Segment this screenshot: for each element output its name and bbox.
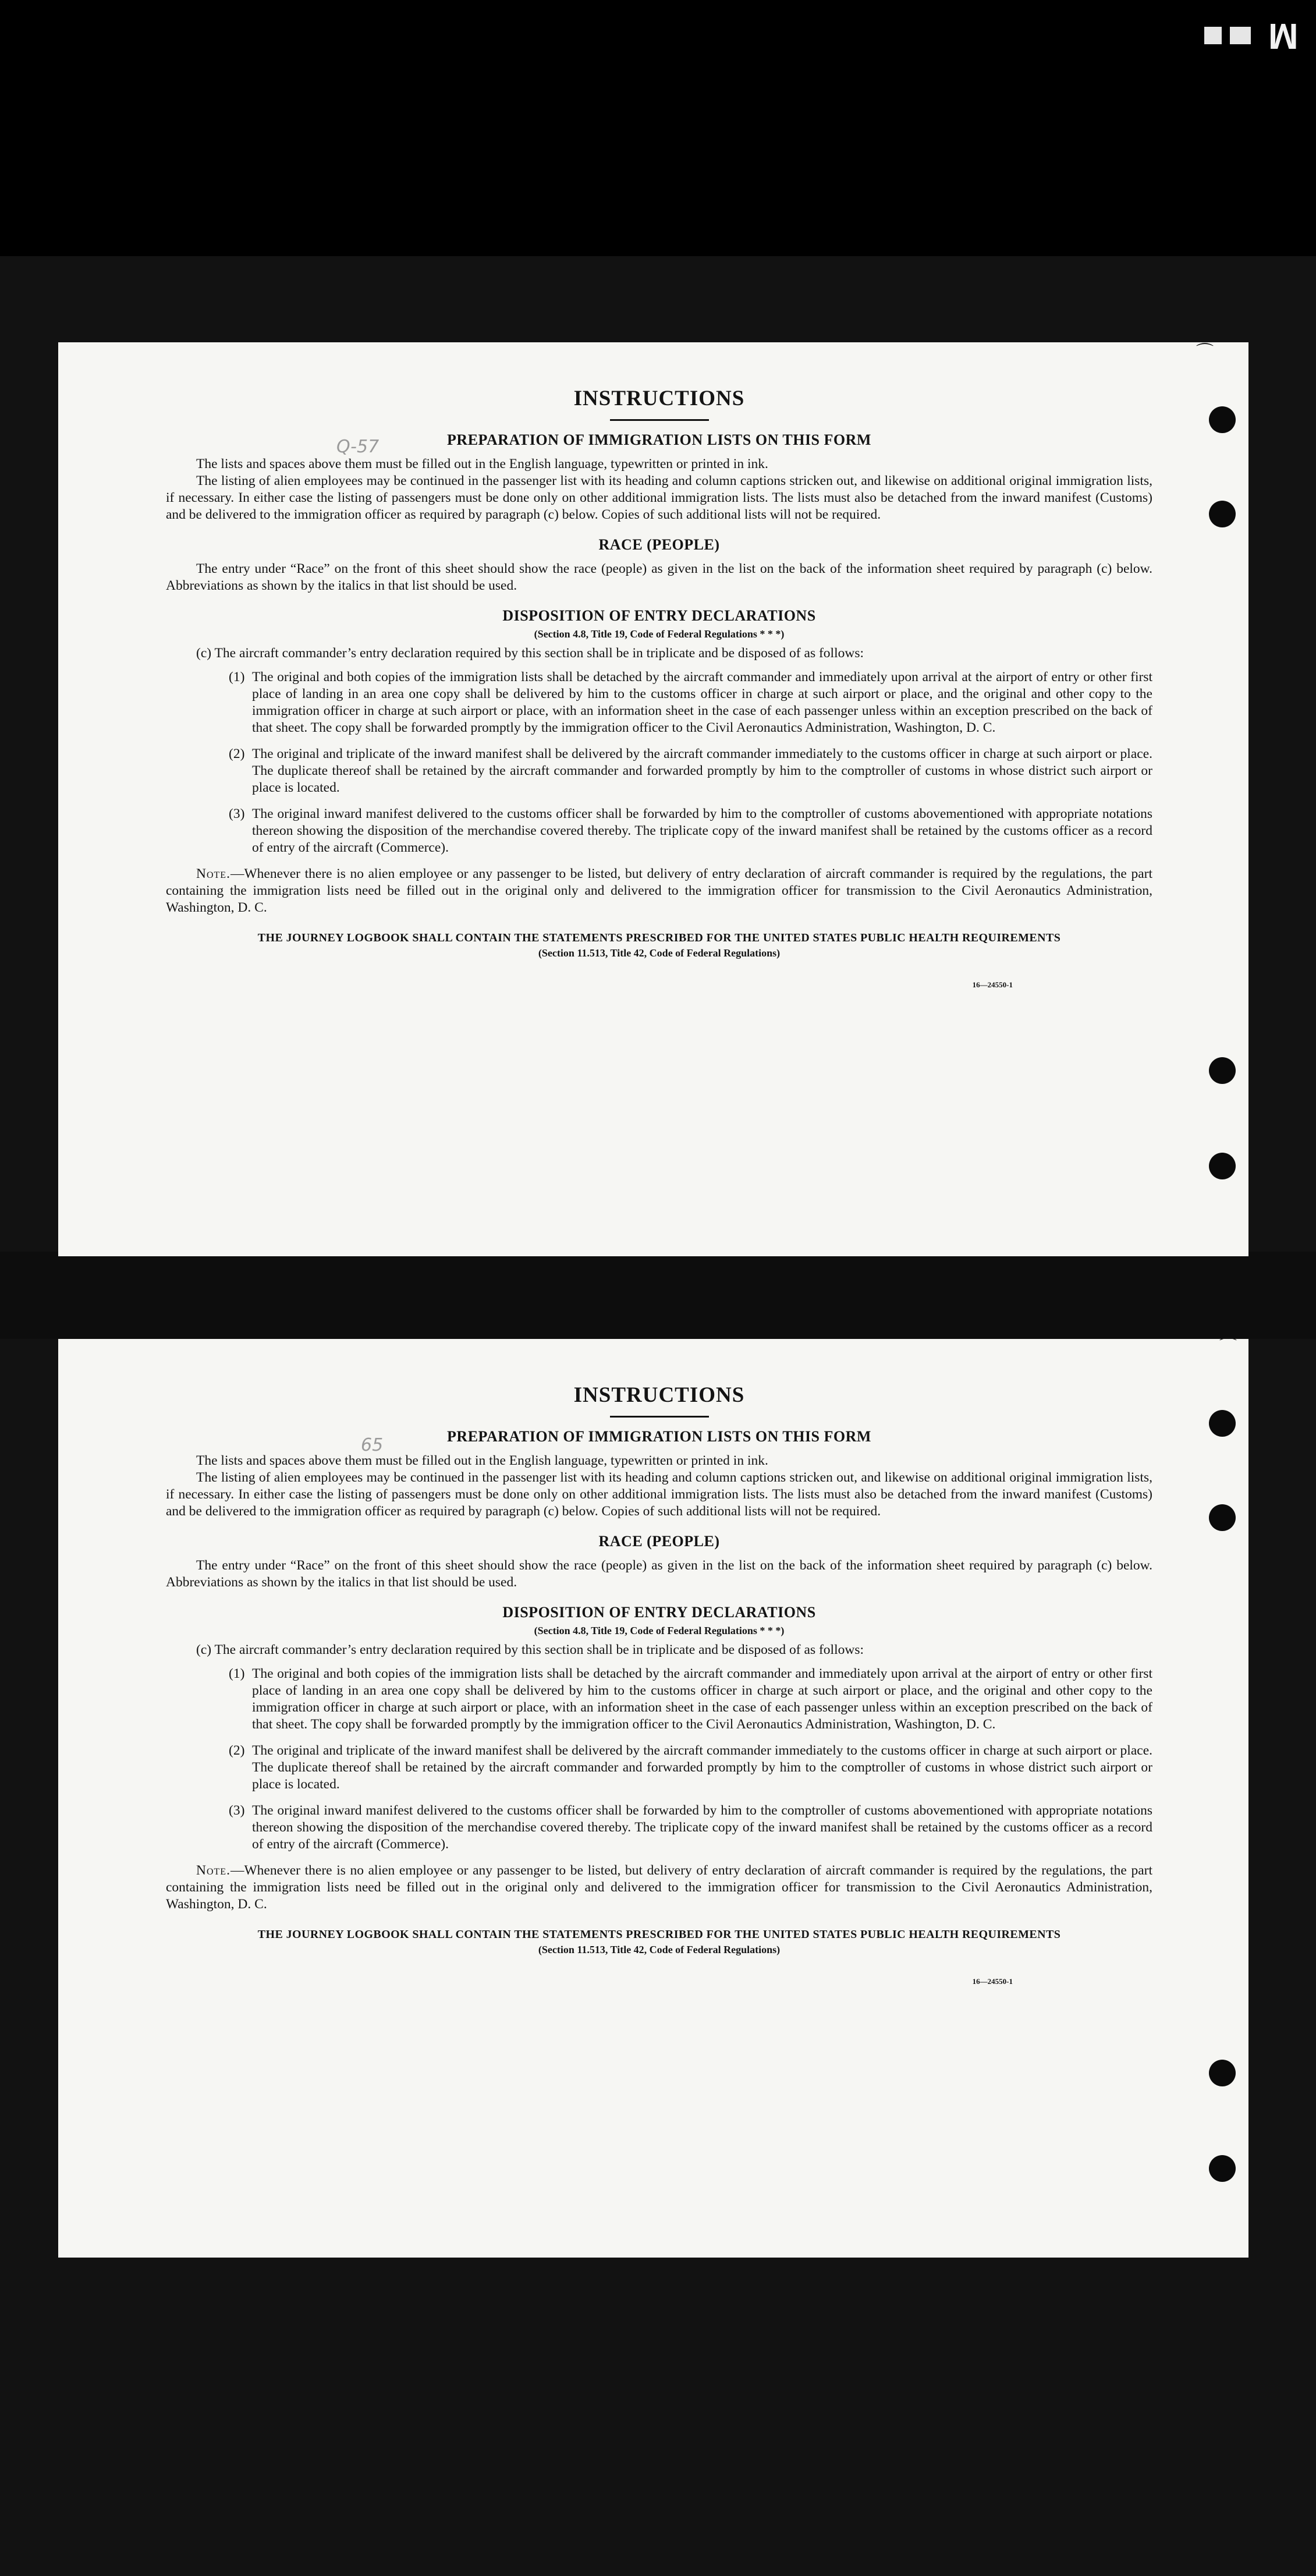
list-item-text: The original inward manifest delivered to the customs officer shall be forwarded by him to the comptroller of customs abovementioned with appropriate notations thereon showing the disposition of the merchandise covered thereby. The triplicate copy of the inward manifest shall be retained by the customs officer as a record of entry of the aircraft (Commerce).	[252, 1803, 1152, 1852]
journey-logbook-notice: THE JOURNEY LOGBOOK SHALL CONTAIN THE STATEMENTS PRESCRIBED FOR THE UNITED STATES PUBLIC HEALTH REQUIREMENTS	[257, 1928, 1061, 1941]
punch-hole	[1209, 1057, 1236, 1084]
frame-marker-block	[1230, 27, 1251, 44]
note-paragraph	[166, 1862, 1152, 1913]
form-number: 16—24550-1	[972, 1977, 1013, 1986]
note-text: —Whenever there is no alien employee or any passenger to be listed, but delivery of entry declaration of aircraft commander is required by the regulations, the part containing the immigration lists need be filled out in the original only and delivered to the immigration officer for transmission to the Civil Aeronautics Administration, Washington, D. C.	[166, 866, 1152, 915]
punch-hole	[1209, 1504, 1236, 1531]
punch-hole	[1209, 2060, 1236, 2086]
note-text: —Whenever there is no alien employee or any passenger to be listed, but delivery of entry declaration of aircraft commander is required by the regulations, the part containing the immigration lists need be filled out in the original only and delivered to the immigration officer for transmission to the Civil Aeronautics Administration, Washington, D. C.	[166, 1863, 1152, 1912]
paragraph: The listing of alien employees may be continued in the passenger list with its heading and column captions stricken out, and likewise on additional original immigration lists, if necessary. In either case the listing of passengers must be done only on other additional immigration lists. The lists must also be detached from the inward manifest (Customs) and be delivered to the immigration officer as required by paragraph (c) below. Copies of such additional lists will not be required.	[166, 473, 1152, 522]
paragraph: The lists and spaces above them must be filled out in the English language, typewritten or printed in ink.	[196, 456, 768, 472]
list-item-number: (3)	[229, 806, 245, 821]
journey-citation: (Section 11.513, Title 42, Code of Federal Regulations)	[538, 1944, 781, 1955]
list-item-text: The original and triplicate of the inward manifest shall be delivered by the aircraft commander immediately to the customs officer in charge at such airport or place. The duplicate thereof shall be retained by the aircraft commander and forwarded promptly by him to the comptroller of customs in whose district such airport or place is located.	[252, 1743, 1152, 1792]
punch-hole	[1209, 2155, 1236, 2182]
paragraph-lead: (c) The aircraft commander’s entry declaration required by this section shall be in triplicate and be disposed of as follows:	[196, 646, 864, 661]
list-item-number: (2)	[229, 1743, 245, 1758]
film-leader-top	[0, 0, 1316, 256]
list-item-text: The original and both copies of the immigration lists shall be detached by the aircraft commander and immediately upon arrival at the airport of entry or other first place of landing in an area one copy shall be delivered by him to the customs officer in charge at such airport or place, and the original and other copy to the immigration officer in charge at such airport or place, with an information sheet in the case of each passenger unless within an exception prescribed on the back of that sheet. The copy shall be forwarded promptly by the immigration officer to the Civil Aeronautics Administration, Washington, D. C.	[252, 669, 1152, 735]
list-item-text: The original and both copies of the immigration lists shall be detached by the aircraft commander and immediately upon arrival at the airport of entry or other first place of landing in an area one copy shall be delivered by him to the customs officer in charge at such airport or place, and the original and other copy to the immigration officer in charge at such airport or place, with an information sheet in the case of each passenger unless within an exception prescribed on the back of that sheet. The copy shall be forwarded promptly by the immigration officer to the Civil Aeronautics Administration, Washington, D. C.	[252, 1666, 1152, 1732]
pencil-annotation: Q-57	[336, 437, 379, 457]
section-heading-race: RACE (PEOPLE)	[598, 536, 720, 553]
torn-corner-mark: ⌒	[1219, 1337, 1237, 1357]
section-heading-disposition: DISPOSITION OF ENTRY DECLARATIONS	[502, 1604, 816, 1621]
paragraph: The entry under “Race” on the front of this sheet should show the race (people) as given in the list on the back of the information sheet required by paragraph (c) below. Abbreviations as shown by the italics in that list should be used.	[166, 1558, 1152, 1590]
pencil-annotation: 65	[361, 1435, 384, 1455]
list-item	[229, 1802, 1152, 1853]
punch-hole	[1209, 1410, 1236, 1437]
section-citation: (Section 4.8, Title 19, Code of Federal Regulations * * *)	[534, 628, 785, 640]
section-citation: (Section 4.8, Title 19, Code of Federal Regulations * * *)	[534, 1625, 785, 1636]
frame-marker-letter: M	[1268, 16, 1299, 56]
torn-corner-mark: ⌒	[1196, 342, 1214, 363]
section-heading-race: RACE (PEOPLE)	[598, 1533, 720, 1550]
form-number: 16—24550-1	[972, 980, 1013, 989]
document-page-2	[58, 1339, 1248, 2258]
list-item-number: (1)	[229, 1666, 245, 1681]
list-item	[229, 746, 1152, 796]
list-item	[229, 806, 1152, 856]
paragraph: The lists and spaces above them must be filled out in the English language, typewritten or printed in ink.	[196, 1453, 768, 1468]
section-heading-preparation: PREPARATION OF IMMIGRATION LISTS ON THIS FORM	[447, 431, 871, 448]
punch-hole	[1209, 501, 1236, 527]
title-rule	[610, 419, 709, 421]
paragraph: The listing of alien employees may be continued in the passenger list with its heading and column captions stricken out, and likewise on additional original immigration lists, if necessary. In either case the listing of passengers must be done only on other additional immigration lists. The lists must also be detached from the inward manifest (Customs) and be delivered to the immigration officer as required by paragraph (c) below. Copies of such additional lists will not be required.	[166, 1470, 1152, 1519]
punch-hole	[1209, 1153, 1236, 1179]
section-heading-disposition: DISPOSITION OF ENTRY DECLARATIONS	[502, 607, 816, 624]
note-label: Note.	[196, 866, 230, 881]
instructions-body	[166, 1383, 1152, 1986]
paragraph-lead: (c) The aircraft commander’s entry declaration required by this section shall be in triplicate and be disposed of as follows:	[196, 1642, 864, 1657]
document-page-1	[58, 342, 1248, 1256]
journey-citation: (Section 11.513, Title 42, Code of Federal Regulations)	[538, 947, 781, 959]
note-paragraph	[166, 866, 1152, 916]
title-rule	[610, 1416, 709, 1418]
frame-marker	[1204, 17, 1299, 54]
list-item-text: The original and triplicate of the inward manifest shall be delivered by the aircraft commander immediately to the customs officer in charge at such airport or place. The duplicate thereof shall be retained by the aircraft commander and forwarded promptly by him to the comptroller of customs in whose district such airport or place is located.	[252, 746, 1152, 795]
list-item	[229, 1742, 1152, 1793]
list-item-number: (1)	[229, 669, 245, 685]
note-label: Note.	[196, 1863, 230, 1878]
journey-logbook-notice: THE JOURNEY LOGBOOK SHALL CONTAIN THE STATEMENTS PRESCRIBED FOR THE UNITED STATES PUBLIC HEALTH REQUIREMENTS	[257, 931, 1061, 944]
list-item	[229, 669, 1152, 736]
list-item-number: (3)	[229, 1803, 245, 1818]
punch-hole	[1209, 406, 1236, 433]
list-item-number: (2)	[229, 746, 245, 761]
list-item-text: The original inward manifest delivered to the customs officer shall be forwarded by him to the comptroller of customs abovementioned with appropriate notations thereon showing the disposition of the merchandise covered thereby. The triplicate copy of the inward manifest shall be retained by the customs officer as a record of entry of the aircraft (Commerce).	[252, 806, 1152, 855]
page-title: INSTRUCTIONS	[573, 387, 745, 410]
film-gap	[0, 1252, 1316, 1339]
instructions-body	[166, 386, 1152, 990]
paragraph: The entry under “Race” on the front of this sheet should show the race (people) as given in the list on the back of the information sheet required by paragraph (c) below. Abbreviations as shown by the italics in that list should be used.	[166, 561, 1152, 593]
frame-marker-block	[1204, 27, 1222, 44]
list-item	[229, 1666, 1152, 1733]
section-heading-preparation: PREPARATION OF IMMIGRATION LISTS ON THIS FORM	[447, 1428, 871, 1445]
page-title: INSTRUCTIONS	[573, 1383, 745, 1407]
